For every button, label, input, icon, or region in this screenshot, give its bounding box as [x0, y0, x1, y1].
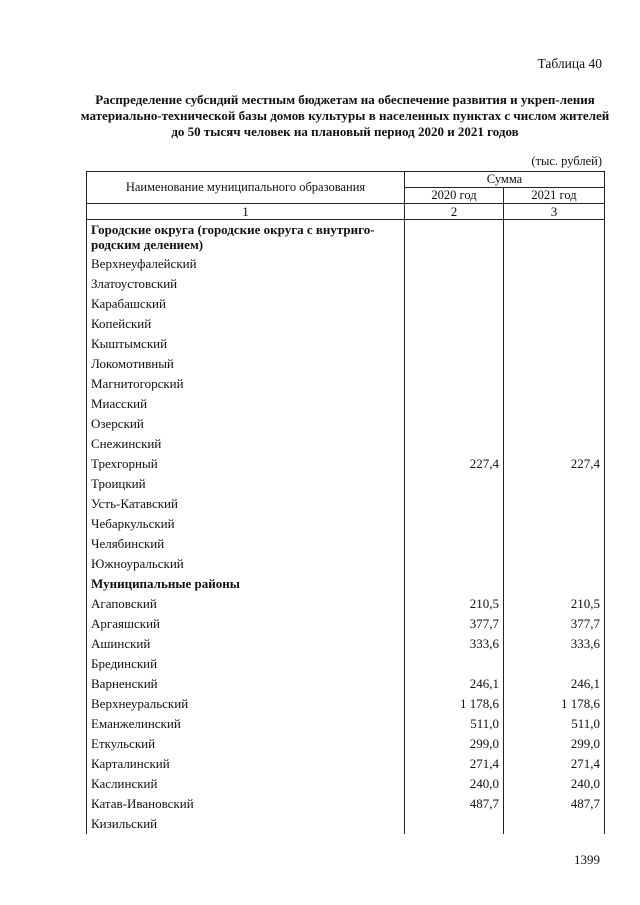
amount-2020: [405, 494, 504, 514]
amount-2021: 210,5: [504, 594, 605, 614]
amount-2020: [405, 220, 504, 255]
municipality-name: Каслинский: [87, 774, 405, 794]
section-header-row: [87, 574, 605, 594]
table-row: [87, 814, 605, 834]
table-row: [87, 394, 605, 414]
amount-2020: [405, 654, 504, 674]
table-row: [87, 354, 605, 374]
amount-2020: 333,6: [405, 634, 504, 654]
section-header-row: [87, 220, 605, 255]
amount-2021: 511,0: [504, 714, 605, 734]
table-title: Распределение субсидий местным бюджетам на обеспечение развития и укреп-ления материально-технической базы домов культуры в населенных пунктах с числом жителей до 50 тысяч человек на плановый период 2020 и 2021 годов: [80, 92, 610, 139]
amount-2021: 299,0: [504, 734, 605, 754]
amount-2020: [405, 294, 504, 314]
amount-2021: [504, 814, 605, 834]
table-row: [87, 694, 605, 714]
municipality-name: Магнитогорский: [87, 374, 405, 394]
amount-2020: [405, 574, 504, 594]
amount-2020: 1 178,6: [405, 694, 504, 714]
amount-2021: [504, 434, 605, 454]
subsidy-table: [86, 171, 605, 834]
table-row: [87, 674, 605, 694]
amount-2021: [504, 494, 605, 514]
municipality-name: Кизильский: [87, 814, 405, 834]
amount-2020: [405, 514, 504, 534]
amount-2021: [504, 514, 605, 534]
amount-2021: 487,7: [504, 794, 605, 814]
amount-2021: [504, 274, 605, 294]
header-sum: Сумма: [405, 172, 605, 188]
table-row: [87, 554, 605, 574]
municipality-name: Чебаркульский: [87, 514, 405, 534]
table-row: [87, 474, 605, 494]
table-row: [87, 494, 605, 514]
amount-2021: 227,4: [504, 454, 605, 474]
municipality-name: Усть-Катавский: [87, 494, 405, 514]
amount-2020: [405, 314, 504, 334]
amount-2021: [504, 534, 605, 554]
municipality-name: Катав-Ивановский: [87, 794, 405, 814]
table-body: [87, 204, 605, 835]
amount-2020: [405, 374, 504, 394]
table-row: [87, 734, 605, 754]
municipality-name: Карталинский: [87, 754, 405, 774]
municipality-name: Аргаяшский: [87, 614, 405, 634]
amount-2020: 227,4: [405, 454, 504, 474]
amount-2020: [405, 394, 504, 414]
amount-2021: [504, 374, 605, 394]
table-row: [87, 454, 605, 474]
municipality-name: Трехгорный: [87, 454, 405, 474]
amount-2021: [504, 220, 605, 255]
table-row: [87, 514, 605, 534]
amount-2020: [405, 434, 504, 454]
municipality-name: Верхнеуральский: [87, 694, 405, 714]
amount-2021: [504, 294, 605, 314]
table-row: [87, 654, 605, 674]
municipality-name: Брединский: [87, 654, 405, 674]
header-year-2020: 2020 год: [405, 188, 504, 204]
amount-2021: [504, 474, 605, 494]
table-row: [87, 634, 605, 654]
table-row: [87, 754, 605, 774]
column-index-3: 3: [504, 204, 605, 220]
table-row: [87, 414, 605, 434]
table-row: [87, 374, 605, 394]
amount-2021: [504, 314, 605, 334]
municipality-name: Карабашский: [87, 294, 405, 314]
header-year-2021: 2021 год: [504, 188, 605, 204]
municipality-name: Кыштымский: [87, 334, 405, 354]
amount-2021: [504, 654, 605, 674]
table-row: [87, 534, 605, 554]
municipality-name: Еманжелинский: [87, 714, 405, 734]
header-name: Наименование муниципального образования: [87, 172, 405, 204]
amount-2020: [405, 474, 504, 494]
table-row: [87, 794, 605, 814]
amount-2020: [405, 534, 504, 554]
municipality-name: Муниципальные районы: [87, 574, 405, 594]
amount-2020: [405, 814, 504, 834]
amount-2020: 240,0: [405, 774, 504, 794]
units-label: (тыс. рублей): [531, 154, 602, 168]
municipality-name: Локомотивный: [87, 354, 405, 374]
municipality-name: Ашинский: [87, 634, 405, 654]
municipality-name: Златоустовский: [87, 274, 405, 294]
municipality-name: Варненский: [87, 674, 405, 694]
page-number: 1399: [574, 852, 600, 867]
amount-2021: 1 178,6: [504, 694, 605, 714]
amount-2020: 271,4: [405, 754, 504, 774]
amount-2021: 377,7: [504, 614, 605, 634]
amount-2021: 333,6: [504, 634, 605, 654]
column-index-1: 1: [87, 204, 405, 220]
amount-2021: [504, 414, 605, 434]
municipality-name: Еткульский: [87, 734, 405, 754]
table-row: [87, 294, 605, 314]
municipality-name: Миасский: [87, 394, 405, 414]
amount-2020: [405, 354, 504, 374]
amount-2021: [504, 354, 605, 374]
amount-2020: 246,1: [405, 674, 504, 694]
amount-2021: [504, 554, 605, 574]
column-index-row: [87, 204, 605, 220]
table-row: [87, 314, 605, 334]
amount-2020: [405, 554, 504, 574]
municipality-name: Озерский: [87, 414, 405, 434]
amount-2020: 511,0: [405, 714, 504, 734]
table-row: [87, 774, 605, 794]
municipality-name: Городские округа (городские округа с внутриго-родским делением): [87, 220, 405, 255]
municipality-name: Снежинский: [87, 434, 405, 454]
amount-2021: 240,0: [504, 774, 605, 794]
table-row: [87, 274, 605, 294]
municipality-name: Копейский: [87, 314, 405, 334]
amount-2020: [405, 274, 504, 294]
amount-2020: 377,7: [405, 614, 504, 634]
table-row: [87, 714, 605, 734]
amount-2020: 210,5: [405, 594, 504, 614]
municipality-name: Южноуральский: [87, 554, 405, 574]
amount-2021: [504, 394, 605, 414]
amount-2020: [405, 334, 504, 354]
table-header: [87, 172, 605, 204]
amount-2020: [405, 414, 504, 434]
amount-2021: 246,1: [504, 674, 605, 694]
table-row: [87, 594, 605, 614]
table-row: [87, 434, 605, 454]
municipality-name: Челябинский: [87, 534, 405, 554]
column-index-2: 2: [405, 204, 504, 220]
municipality-name: Агаповский: [87, 594, 405, 614]
municipality-name: Верхнеуфалейский: [87, 254, 405, 274]
amount-2021: [504, 574, 605, 594]
amount-2021: [504, 334, 605, 354]
table-number: Таблица 40: [537, 56, 602, 71]
table-row: [87, 614, 605, 634]
amount-2020: [405, 254, 504, 274]
amount-2020: 299,0: [405, 734, 504, 754]
amount-2021: [504, 254, 605, 274]
amount-2021: 271,4: [504, 754, 605, 774]
municipality-name: Троицкий: [87, 474, 405, 494]
table-row: [87, 334, 605, 354]
amount-2020: 487,7: [405, 794, 504, 814]
table-row: [87, 254, 605, 274]
